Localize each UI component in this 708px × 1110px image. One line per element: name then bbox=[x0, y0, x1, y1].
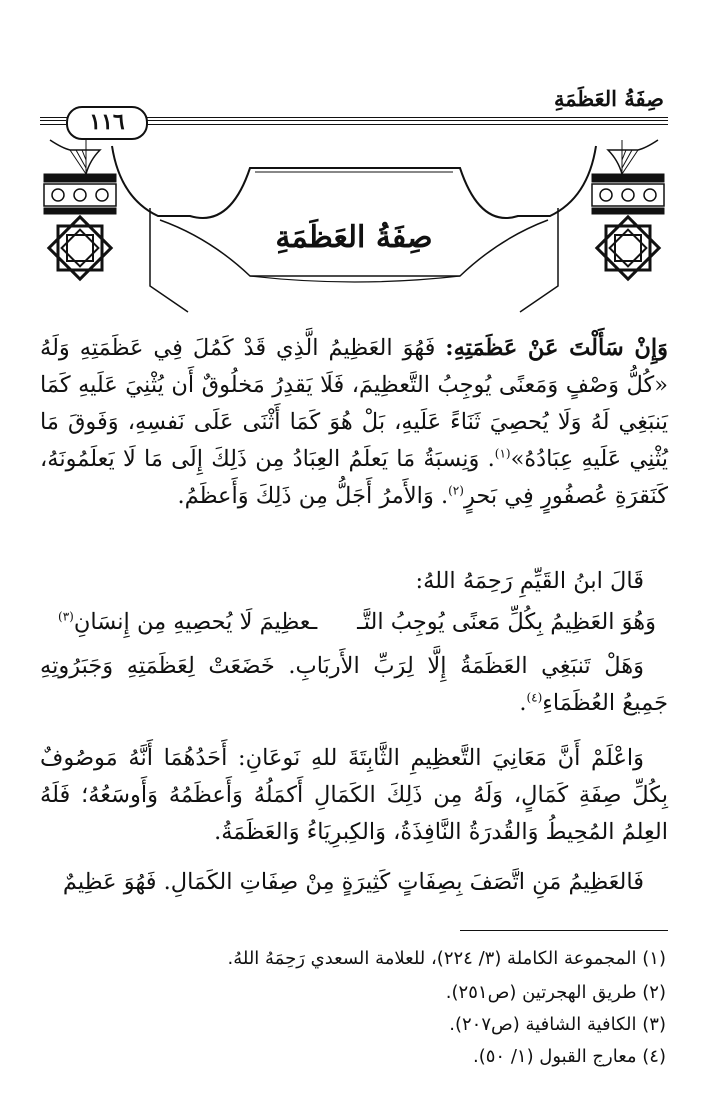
paragraph-text: . وَالأَمرُ أَجَلُّ مِن ذَلِكَ وَأَعظَمُ. bbox=[177, 483, 449, 509]
paragraph-text: . وَنِسبَةُ مَا يَعلَمُ العِبَادُ مِن ذَلِكَ إِلَى مَا لَا يَعلَمُونَهُ، كَنَقرَةِ عُصفُورٍ فِي بَحرٍ bbox=[40, 446, 668, 509]
paragraph-greatness-lord bbox=[40, 648, 668, 722]
paragraph-lead: وَإِنْ سَأَلْتَ عَنْ عَظَمَتِهِ: bbox=[445, 335, 668, 361]
chapter-title: صِفَةُ العَظَمَةِ bbox=[275, 220, 433, 255]
poem-verse bbox=[40, 604, 668, 641]
running-title: صِفَةُ العَظَمَةِ bbox=[553, 86, 664, 111]
footnote-rule bbox=[460, 930, 668, 931]
footnote-ref: (٣) bbox=[58, 609, 74, 624]
footnote-ref: (٢) bbox=[448, 483, 464, 498]
paragraph-greatness-definition bbox=[40, 330, 668, 515]
footnote-2: (٢) طريق الهجرتين (ص٢٥١). bbox=[445, 982, 666, 1003]
footnote-ref: (١) bbox=[494, 446, 511, 461]
footnote-ref: (٤) bbox=[526, 690, 543, 705]
footnote-1: (١) المجموعة الكاملة (٣/ ٢٢٤)، للعلامة السعدي رَحِمَهُ اللهُ. bbox=[227, 948, 666, 969]
poem-hemistich-left: ـعظِيمَ لَا يُحصِيهِ مِن إِنسَانِ bbox=[73, 609, 318, 635]
paragraph-text: فَهُوَ العَظِيمُ الَّذِي قَدْ كَمُلَ فِي عَظَمَتِهِ وَلَهُ «كُلُّ وَصْفٍ وَمَعنًى يُوجِبُ التَّعظِيمَ، فَلَا يَقدِرُ مَخلُوقٌ أَن يُثْنِيَ عَلَيهِ كَمَا يَنبَغِي لَهُ وَلَا يُحصِيَ ثَنَاءً عَلَيهِ، بَلْ هُوَ كَمَا أَثْنَى عَلَى نَفسِهِ، وَفَوقَ مَا يُثْنِي عَلَيهِ عِبَادُهُ» bbox=[40, 335, 668, 472]
paragraph-two-kinds: وَاعْلَمْ أَنَّ مَعَانِيَ التَّعظِيمِ الثَّابِتَةَ للهِ نَوعَانِ: أَحَدُهُمَا أَنَّهُ مَوصُوفٌ بِكُلِّ صِفَةِ كَمَالٍ، وَلَهُ مِن ذَلِكَ الكَمَالِ أَكمَلُهُ وَأَعظَمُهُ وَأَوسَعُهُ؛ فَلَهُ العِلمُ المُحِيطُ وَالقُدرَةُ النَّافِذَةُ، وَالكِبرِيَاءُ وَالعَظَمَةُ. bbox=[40, 745, 668, 845]
poem-hemistich-left-wrap bbox=[58, 604, 317, 641]
paragraph-great-attributes: فَالعَظِيمُ مَنِ اتَّصَفَ بِصِفَاتٍ كَثِيرَةٍ مِنْ صِفَاتِ الكَمَالِ. فَهُوَ عَظِيمٌ bbox=[62, 869, 644, 895]
paragraph-text: وَهَلْ تَنبَغِي العَظَمَةُ إِلَّا لِرَبِّ الأَربَابِ. خَضَعَتْ لِعَظَمَتِهِ وَجَبَرُوتِهِ جَمِيعُ العُظَمَاءِ bbox=[40, 653, 668, 716]
page-number-right-rule bbox=[144, 120, 668, 125]
page-number: ١١٦ bbox=[66, 106, 148, 140]
footnote-3: (٣) الكافية الشافية (ص٢٠٧). bbox=[449, 1014, 666, 1035]
footnote-4: (٤) معارج القبول (١/ ٥٠). bbox=[473, 1046, 666, 1067]
paragraph-text: . bbox=[519, 690, 527, 716]
paragraph-quote-intro: قَالَ ابنُ القَيِّمِ رَحِمَهُ اللهُ: bbox=[415, 568, 644, 594]
left-tower-ornament bbox=[44, 140, 116, 279]
right-tower-ornament bbox=[592, 140, 664, 279]
page-number-band bbox=[40, 110, 668, 136]
poem-hemistich-right: وَهُوَ العَظِيمُ بِكُلِّ مَعنًى يُوجِبُ التَّـ bbox=[357, 609, 656, 635]
page-number-left-rule bbox=[40, 120, 66, 125]
